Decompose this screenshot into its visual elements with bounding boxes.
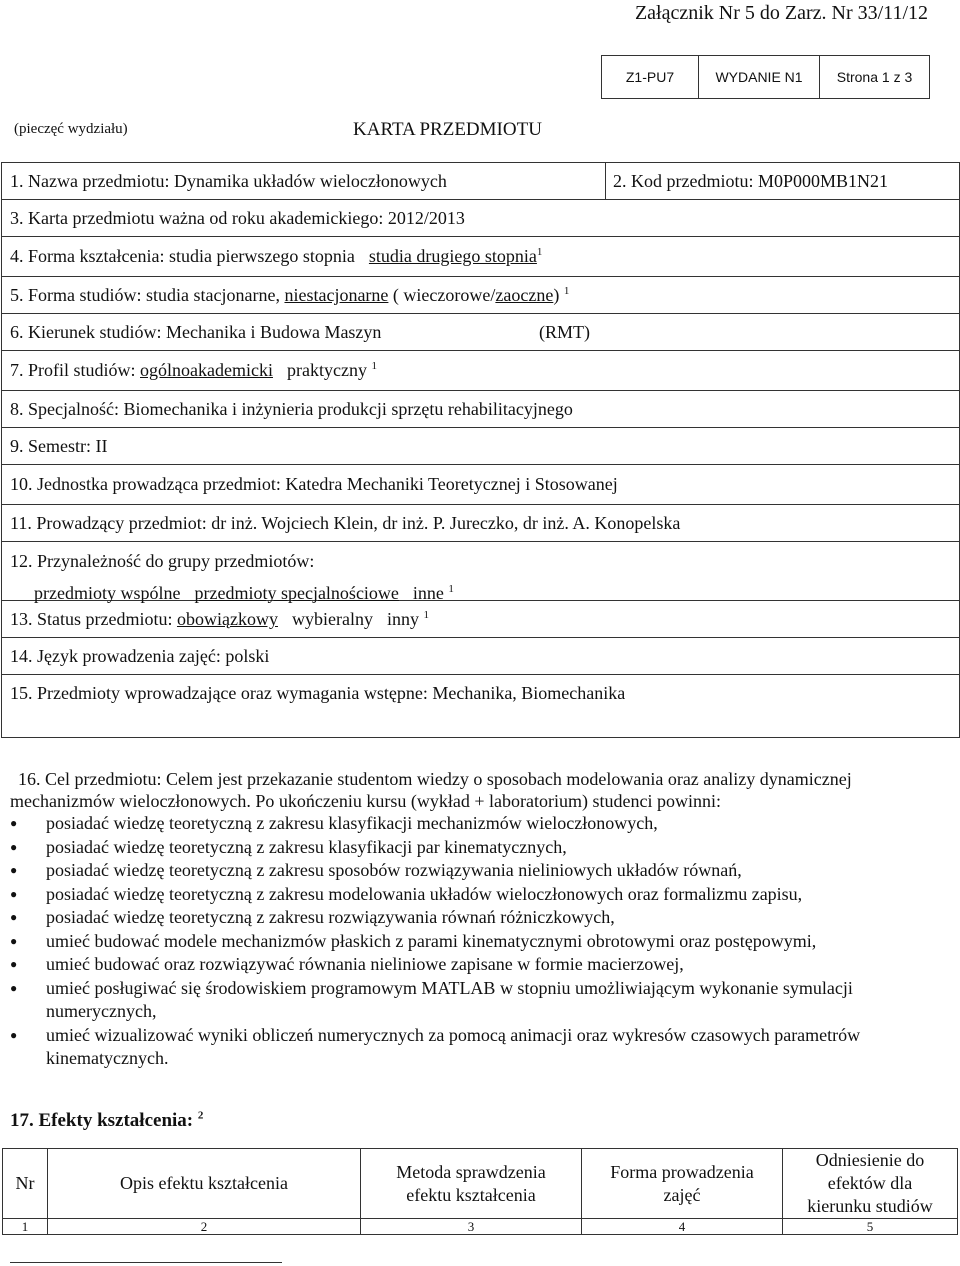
lecturers: 11. Prowadzący przedmiot: dr inż. Wojciech Klein, dr inż. P. Jureczko, dr inż. A. Konopelska (10, 513, 681, 533)
list-item: ● umieć wizualizować wyniki obliczeń numerycznych za pomocą animacji oraz wykresów czasowych parametrów kinematycznych. (10, 1024, 910, 1071)
col-number: 4 (582, 1219, 783, 1235)
footnote-ref: 1 (423, 609, 429, 621)
footnote-separator (10, 1262, 282, 1263)
col-header-nr: Nr (3, 1149, 48, 1219)
status-selected: obowiązkowy (176, 609, 278, 629)
col-number: 2 (48, 1219, 361, 1235)
footnote-ref: 1 (448, 583, 454, 595)
doc-code: Z1-PU7 (602, 56, 699, 99)
subject-group-option-common: przedmioty wspólne (34, 583, 181, 603)
footnote-ref: 2 (197, 1109, 204, 1122)
row-specialty (2, 391, 959, 428)
list-item: ● posiadać wiedzę teoretyczną z zakresu rozwiązywania równań różniczkowych, (10, 906, 910, 930)
teaching-unit: 10. Jednostka prowadząca przedmiot: Katedra Mechaniki Teoretycznej i Stosowanej (10, 474, 618, 494)
card-title: KARTA PRZEDMIOTU (353, 119, 542, 140)
col-number: 3 (361, 1219, 582, 1235)
row-prerequisites (2, 675, 959, 737)
row-course-name (2, 163, 959, 200)
footnote-ref: 1 (536, 246, 543, 258)
course-code: 2. Kod przedmiotu: M0P000MB1N21 (605, 163, 888, 199)
objective-intro: 16. Cel przedmiotu: Celem jest przekazanie studentom wiedzy o sposobach modelowania oraz analizy dynamicznej mechanizmów wieloczłonowych. Po ukończeniu kursu (wykład + laboratorium) studenci powinni: (10, 769, 852, 811)
col-header-reference: Odniesienie do efektów dla kierunku studiów (783, 1149, 958, 1219)
row-lecturers (2, 505, 959, 542)
row-subject-group (2, 542, 959, 601)
specialty: 8. Specjalność: Biomechanika i inżynieria produkcji sprzętu rehabilitacyjnego (10, 399, 573, 419)
learning-outcomes-table (2, 1148, 958, 1235)
status-option-elective: wybieralny (291, 609, 373, 629)
row-education-form (2, 237, 959, 277)
list-item: ● posiadać wiedzę teoretyczną z zakresu sposobów rozwiązywania nieliniowych układów równań, (10, 859, 910, 883)
row-valid-from (2, 200, 959, 237)
list-item: ● umieć budować oraz rozwiązywać równania nieliniowe zapisane w formie macierzowej, (10, 953, 910, 977)
row-semester (2, 428, 959, 465)
document-code-table (601, 55, 930, 99)
col-header-verification: Metoda sprawdzenia efektu kształcenia (361, 1149, 582, 1219)
course-info-table (1, 162, 960, 738)
subject-group-selected: przedmioty specjalnościowe (194, 583, 399, 603)
list-item: ● posiadać wiedzę teoretyczną z zakresu modelowania układów wieloczłonowych oraz formalizmu zapisu, (10, 883, 910, 907)
study-profile-selected: ogólnoakademicki (140, 360, 273, 380)
status-label: 13. Status przedmiotu: (10, 609, 173, 629)
valid-from-year: 3. Karta przedmiotu ważna od roku akademickiego: 2012/2013 (10, 208, 465, 228)
col-number: 1 (3, 1219, 48, 1235)
study-profile-other: praktyczny (286, 360, 367, 380)
prerequisites: 15. Przedmioty wprowadzające oraz wymagania wstępne: Mechanika, Biomechanika (10, 683, 626, 703)
education-form-label: 4. Forma kształcenia: studia pierwszego stopnia (10, 246, 355, 266)
study-form-selected: niestacjonarne (284, 285, 389, 305)
footnote-ref: 1 (371, 360, 377, 372)
col-number: 5 (783, 1219, 958, 1235)
list-item: ● posiadać wiedzę teoretyczną z zakresu klasyfikacji par kinematycznych, (10, 836, 910, 860)
subject-group-title: 12. Przynależność do grupy przedmiotów: (10, 551, 315, 571)
row-unit (2, 465, 959, 505)
semester: 9. Semestr: II (10, 436, 108, 456)
footnote-ref: 1 (563, 285, 570, 297)
row-language (2, 638, 959, 675)
field-of-study: 6. Kierunek studiów: Mechanika i Budowa Maszyn (10, 322, 382, 342)
doc-edition: WYDANIE N1 (699, 56, 820, 99)
language: 14. Język prowadzenia zajęć: polski (10, 646, 270, 666)
status-option-other: inny (386, 609, 419, 629)
field-code: (RMT) (539, 322, 590, 342)
subject-group-option-other: inne (412, 583, 444, 603)
attachment-label: Załącznik Nr 5 do Zarz. Nr 33/11/12 (634, 2, 928, 24)
col-header-description: Opis efektu kształcenia (48, 1149, 361, 1219)
row-study-form (2, 277, 959, 314)
education-form-selected: studia drugiego stopnia (368, 246, 537, 266)
faculty-stamp-label: (pieczęć wydziału) (14, 121, 128, 137)
table-row (3, 1219, 958, 1235)
row-field-of-study (2, 314, 959, 351)
col-header-form: Forma prowadzenia zajęć (582, 1149, 783, 1219)
study-form-label: 5. Forma studiów: studia stacjonarne, (10, 285, 280, 305)
doc-page: Strona 1 z 3 (820, 56, 930, 99)
study-profile-label: 7. Profil studiów: (10, 360, 136, 380)
learning-outcomes-title (10, 1110, 203, 1132)
list-item: ● posiadać wiedzę teoretyczną z zakresu klasyfikacji mechanizmów wieloczłonowych, (10, 812, 910, 836)
course-objective (10, 768, 910, 1071)
objective-list (10, 812, 910, 1071)
study-form-end: ) (553, 285, 560, 305)
learning-outcomes-label: 17. Efekty kształcenia: (10, 1110, 194, 1131)
row-status (2, 601, 959, 638)
row-study-profile (2, 351, 959, 391)
course-name: 1. Nazwa przedmiotu: Dynamika układów wieloczłonowych (10, 171, 447, 191)
study-form-selected-2: zaoczne (495, 285, 554, 305)
study-form-mid: ( wieczorowe/ (392, 285, 496, 305)
list-item: ● umieć posługiwać się środowiskiem programowym MATLAB w stopniu umożliwiającym wykonanie symulacji numerycznych, (10, 977, 910, 1024)
list-item: ● umieć budować modele mechanizmów płaskich z parami kinematycznymi obrotowymi oraz postępowymi, (10, 930, 910, 954)
